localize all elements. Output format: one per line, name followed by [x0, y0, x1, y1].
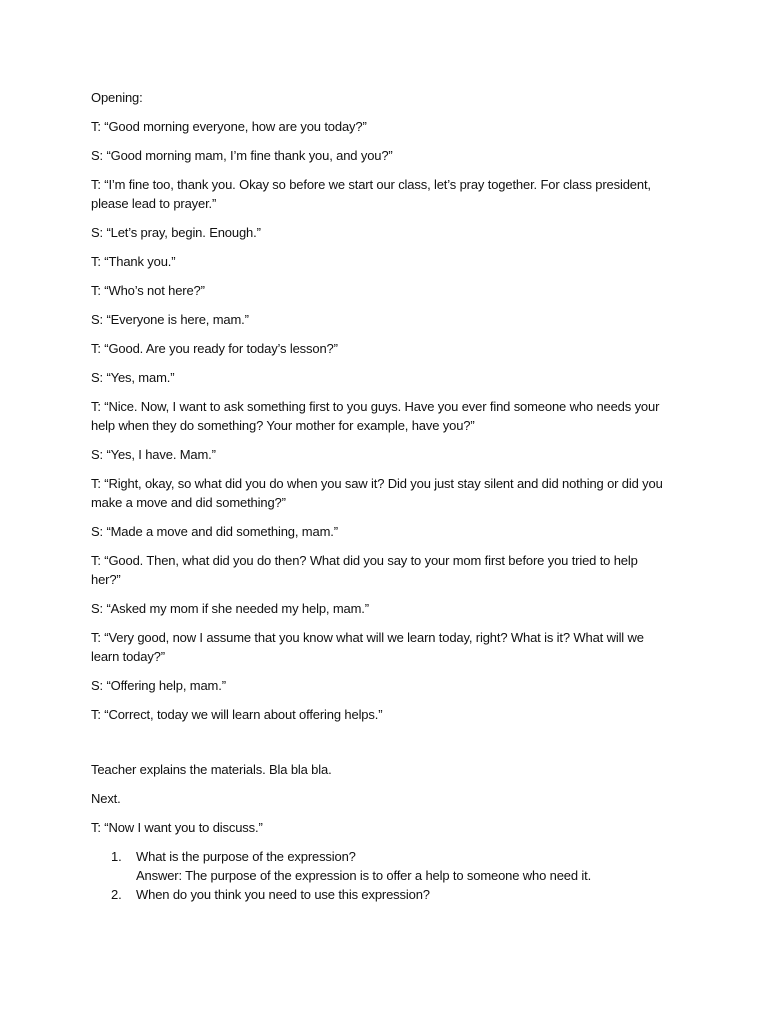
dialogue-line: T: “Good morning everyone, how are you today?” [91, 119, 367, 134]
document-body [91, 88, 691, 904]
discussion-question: When do you think you need to use this expression? [136, 887, 430, 902]
heading-opening: Opening: [91, 90, 143, 105]
list-number: 1. [111, 849, 122, 864]
discussion-answer: Answer: The purpose of the expression is to offer a help to someone who need it. [136, 868, 592, 883]
list-item [91, 885, 691, 904]
list-item [91, 847, 691, 885]
dialogue-line: S: “Asked my mom if she needed my help, mam.” [91, 601, 369, 616]
dialogue-line: S: “Yes, I have. Mam.” [91, 447, 216, 462]
discussion-question: What is the purpose of the expression? [136, 849, 356, 864]
dialogue-line: T: “Very good, now I assume that you know what will we learn today, right? What is it? What will we learn today?” [91, 630, 644, 664]
dialogue-line: T: “Good. Are you ready for today’s lesson?” [91, 341, 338, 356]
section-gap [91, 734, 691, 760]
dialogue-line: T: “Now I want you to discuss.” [91, 820, 263, 835]
dialogue-line: T: “I’m fine too, thank you. Okay so before we start our class, let’s pray together. For class president, please lead to prayer.” [91, 177, 651, 211]
dialogue-line: S: “Yes, mam.” [91, 370, 175, 385]
dialogue-line: S: “Offering help, mam.” [91, 678, 226, 693]
narration-line: Next. [91, 791, 121, 806]
discussion-list [91, 847, 691, 904]
dialogue-line: T: “Who’s not here?” [91, 283, 205, 298]
dialogue-line: T: “Correct, today we will learn about offering helps.” [91, 707, 383, 722]
list-number: 2. [111, 887, 122, 902]
dialogue-line: S: “Good morning mam, I’m fine thank you, and you?” [91, 148, 393, 163]
dialogue-line: S: “Everyone is here, mam.” [91, 312, 249, 327]
dialogue-line: S: “Let’s pray, begin. Enough.” [91, 225, 261, 240]
dialogue-line: S: “Made a move and did something, mam.” [91, 524, 338, 539]
dialogue-line: T: “Nice. Now, I want to ask something first to you guys. Have you ever find someone who needs your help when they do something? Your mother for example, have you?” [91, 399, 660, 433]
dialogue-line: T: “Thank you.” [91, 254, 176, 269]
dialogue-line: T: “Good. Then, what did you do then? What did you say to your mom first before you tried to help her?” [91, 553, 638, 587]
dialogue-line: T: “Right, okay, so what did you do when you saw it? Did you just stay silent and did nothing or did you make a move and did something?” [91, 476, 663, 510]
narration-line: Teacher explains the materials. Bla bla bla. [91, 762, 332, 777]
